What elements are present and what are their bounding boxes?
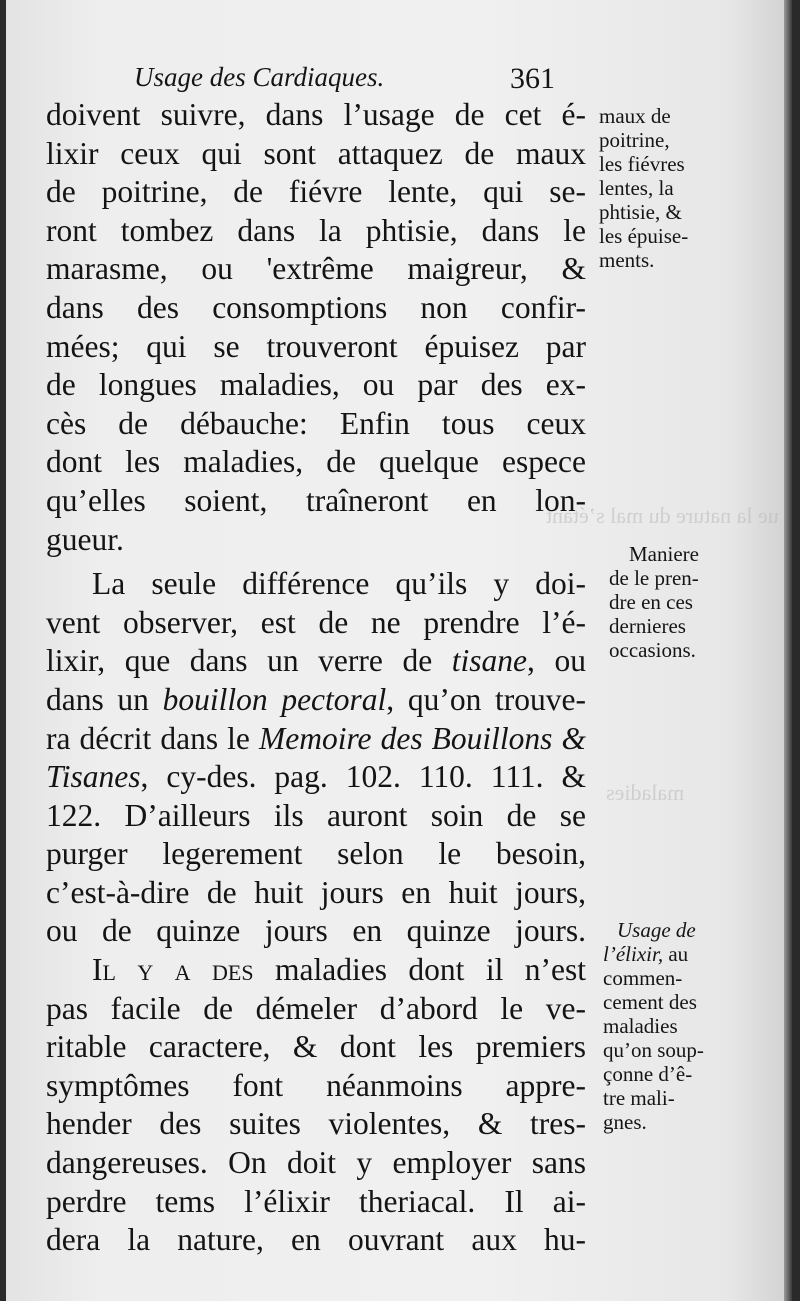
show-through-text: maladies <box>606 780 685 805</box>
text-line: dans un bouillon pectoral, qu’on trouve- <box>46 681 586 717</box>
text-line: de longues maladies, ou par des ex- <box>46 367 586 403</box>
italic-title: Tisanes <box>46 759 141 795</box>
marginal-line: maux de <box>599 104 671 128</box>
marginal-line: Maniere <box>629 542 699 566</box>
text-line: La seule différence qu’ils y doi- <box>92 566 586 602</box>
marginal-line: dre en ces <box>609 590 693 614</box>
marginal-line: gnes. <box>603 1110 647 1134</box>
running-head: Usage des Cardiaques. <box>134 62 385 92</box>
text-line: lixir, que dans un verre de tisane, ou <box>46 643 586 679</box>
text-line: dans des consomptions non confir- <box>46 289 586 325</box>
text-line: purger legerement selon le besoin, <box>46 836 586 872</box>
small-caps-opening: Il y a des <box>92 952 254 988</box>
text-line: ront tombez dans la phtisie, dans le <box>46 212 586 248</box>
marginal-line: maladies <box>603 1014 678 1038</box>
text-line: marasme, ou 'extrême maigreur, & <box>46 251 586 287</box>
text-line: hender des suites violentes, & tres- <box>46 1106 586 1142</box>
text-line: dangereuses. On doit y employer sans <box>46 1145 586 1181</box>
marginal-line: cement des <box>603 990 697 1014</box>
marginal-line: les épuise- <box>599 224 689 248</box>
text-line: de poitrine, de fiévre lente, qui se- <box>46 174 586 210</box>
marginal-note <box>599 542 775 566</box>
text-line: c’est-à-dire de huit jours en huit jours, <box>46 874 586 910</box>
marginal-note-cont <box>599 566 745 662</box>
show-through-text: ue la nature du mal s’étant <box>546 503 779 528</box>
marginal-line: poitrine, <box>599 128 670 152</box>
marginal-line: l’élixir, au <box>603 942 689 966</box>
marginal-note <box>599 104 745 272</box>
marginal-line: phtisie, & <box>599 200 682 224</box>
marginal-line: qu’on soup- <box>603 1038 704 1062</box>
book-page <box>6 0 792 1301</box>
text-line: dont les maladies, de quelque espece <box>46 444 586 480</box>
marginal-line: les fiévres <box>599 152 685 176</box>
marginal-line: tre mali- <box>603 1086 675 1110</box>
italic-term: bouillon pectoral <box>162 681 387 717</box>
marginal-line: lentes, la <box>599 176 674 200</box>
text-line: Tisanes, cy-des. pag. 102. 110. 111. & <box>46 759 586 795</box>
text-line: vent observer, est de ne prendre l’é- <box>46 604 586 640</box>
text-line: dera la nature, en ouvrant aux hu- <box>46 1222 586 1258</box>
marginal-line: dernieres <box>609 614 686 638</box>
text-line: gueur. <box>46 521 124 557</box>
page-number: 361 <box>510 62 555 95</box>
text-line: doivent suivre, dans l’usage de cet é- <box>46 97 586 132</box>
text-line: ra décrit dans le Memoire des Bouillons & <box>46 720 586 756</box>
italic-term: tisane <box>451 643 528 679</box>
marginal-line: occasions. <box>609 638 696 662</box>
text-line: cès de débauche: Enfin tous ceux <box>46 405 586 441</box>
marginal-line: Usage de <box>617 918 696 942</box>
marginal-line: de le pren- <box>609 566 699 590</box>
text-line: ritable caractere, & dont les premiers <box>46 1029 586 1065</box>
page-gutter-shadow <box>784 0 792 1301</box>
text-line: mées; qui se trouveront épuisez par <box>46 328 586 364</box>
marginal-line: commen- <box>603 966 683 990</box>
text-line: pas facile de démeler d’abord le ve- <box>46 990 586 1026</box>
text-line: perdre tems l’élixir theriacal. Il ai- <box>46 1183 586 1219</box>
marginal-line: ments. <box>599 248 655 272</box>
text-line: symptômes font néanmoins appre- <box>46 1067 586 1103</box>
text-line: 122. D’ailleurs ils auront soin de se <box>46 797 586 833</box>
marginal-note <box>599 918 745 1134</box>
text-line: Il y a des maladies dont il n’est <box>92 952 587 988</box>
main-text-block <box>46 96 586 1260</box>
text-line: lixir ceux qui sont attaquez de maux <box>46 135 586 171</box>
marginal-line: çonne d’ê- <box>603 1062 693 1086</box>
italic-title: Memoire des Bouillons & <box>258 720 586 756</box>
text-line: qu’elles soient, traîneront en lon- <box>46 482 586 518</box>
text-line: ou de quinze jours en quinze jours. <box>46 913 586 949</box>
